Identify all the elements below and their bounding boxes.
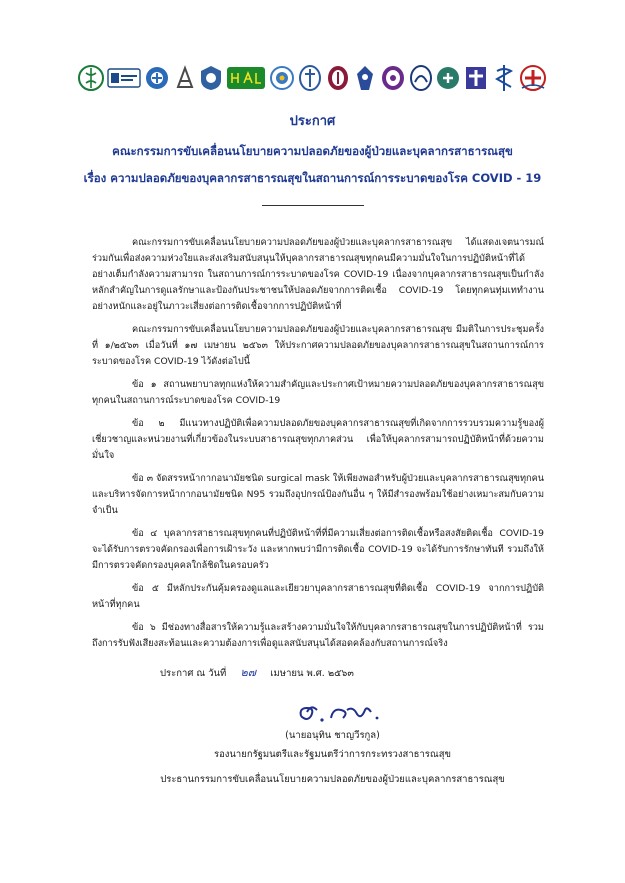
announcement-subject: เรื่อง ความปลอดภัยของบุคลากรสาธารณสุขในสถานการณ์การระบาดของโรค COVID - 19 — [83, 171, 542, 185]
clause-1: ข้อ ๑ สถานพยาบาลทุกแห่งให้ความสำคัญและประกาศเป้าหมายความปลอดภัยของบุคลากรสาธารณสุขทุกคนในสถานการณ์ระบาดของโรค COVID-19 — [92, 379, 544, 406]
clause-5: ข้อ ๕ มีหลักประกันคุ้มครองดูแลและเยียวยาบุคลากรสาธารณสุขที่ติดเชื้อ COVID-19 จากการปฏิบัติหน้าที่ทุกคน — [92, 583, 544, 610]
emblem-logo-9 — [409, 64, 433, 92]
handwritten-signature — [295, 700, 385, 728]
ha-logo — [226, 65, 266, 91]
handwritten-day: ๒๗ — [240, 666, 257, 679]
emblem-logo-10 — [436, 64, 460, 92]
clause-3: ข้อ ๓ จัดสรรหน้ากากอนามัยชนิด surgical mask ให้เพียงพอสำหรับผู้ป่วยและบุคลากรสาธารณสุขทุกคนและบริหารจัดการหน้ากากอนามัยชนิด N95 รวมถึงอุปกรณ์ป้องกันอื่น ๆ ให้มีสำรองพร้อมใช้อย่างเหมาะสมกับความจำเป็น — [92, 473, 544, 516]
emblem-logo-1 — [144, 65, 170, 91]
announcement-body — [92, 235, 544, 659]
signatory-position-2: ประธานกรรมการขับเคลื่อนนโยบายความปลอดภัยของผู้ป่วยและบุคลากรสาธารณสุข — [160, 774, 505, 785]
date-month-year: เมษายน พ.ศ. ๒๕๖๓ — [270, 668, 354, 679]
announcement-date — [160, 663, 354, 681]
signatory-position-1: รองนายกรัฐมนตรีและรัฐมนตรีว่าการกระทรวงสาธารณสุข — [213, 749, 451, 760]
nhso-logo — [107, 66, 141, 90]
emblem-logo-12 — [493, 63, 515, 93]
date-prefix: ประกาศ ณ วันที่ — [160, 668, 227, 679]
organization-logos-strip — [78, 58, 548, 98]
emblem-logo-3 — [199, 64, 223, 92]
emblem-logo-2 — [174, 65, 196, 91]
emblem-logo-5 — [298, 64, 322, 92]
emblem-logo-11 — [463, 64, 489, 92]
emblem-logo-6 — [326, 64, 350, 92]
body-paragraph: คณะกรรมการขับเคลื่อนนโยบายความปลอดภัยของผู้ป่วยและบุคลากรสาธารณสุข ได้แสดงเจตนารมณ์ร่วมกันเพื่อส่งความห่วงใยและส่งเสริมสนับสนุนให้บุคลากรสาธารณสุขทุกคนมีความมั่นใจในการปฏิบัติหน้าที่ได้อย่างเต็มกำลังความสามารถ ในสถานการณ์การระบาดของโรค COVID-19 เนื่องจากบุคลากรสาธารณสุขเป็นกำลังหลักสำคัญในการดูแลรักษาและป้องกันประชาชนให้ปลอดภัยจากการติดเชื้อ COVID-19 โดยทุกคนทุ่มเททำงานอย่างหนักและอยู่ในภาวะเสี่ยงต่อการติดเชื้อจากการปฏิบัติหน้าที่ — [92, 237, 544, 312]
body-paragraph: คณะกรรมการขับเคลื่อนนโยบายความปลอดภัยของผู้ป่วยและบุคลากรสาธารณสุข มีมติในการประชุมครั้งที่ ๑/๒๕๖๓ เมื่อวันที่ ๑๗ เมษายน ๒๕๖๓ ให้ประกาศความปลอดภัยของบุคลากรสาธารณสุขในสถานการณ์การระบาดของโรค COVID-19 ไว้ดังต่อไปนี้ — [92, 324, 544, 367]
emblem-logo-13 — [518, 64, 548, 92]
emblem-logo-8 — [380, 64, 406, 92]
announcement-title: ประกาศ — [289, 114, 336, 129]
emblem-logo-4 — [269, 65, 295, 91]
clause-4: ข้อ ๔ บุคลากรสาธารณสุขทุกคนที่ปฏิบัติหน้าที่ที่มีความเสี่ยงต่อการติดเชื้อหรือสงสัยติดเชื้อ COVID-19 จะได้รับการตรวจคัดกรองเพื่อการเฝ้าระวัง และหากพบว่ามีการติดเชื้อ COVID-19 จะได้รับการรักษาทันที รวมถึงให้มีการตรวจคัดกรองบุคคลใกล้ชิดในครอบครัว — [92, 528, 544, 571]
emblem-logo-7 — [353, 64, 377, 92]
moph-logo — [78, 63, 104, 93]
committee-name: คณะกรรมการขับเคลื่อนนโยบายความปลอดภัยของผู้ป่วยและบุคลากรสาธารณสุข — [112, 144, 513, 158]
clause-6: ข้อ ๖ มีช่องทางสื่อสารให้ความรู้และสร้างความมั่นใจให้กับบุคลากรสาธารณสุขในการปฏิบัติหน้าที่ รวมถึงการรับฟังเสียงสะท้อนและความต้องการเพื่อดูแลสนับสนุนได้สอดคล้องกับสถานการณ์จริง — [92, 622, 544, 649]
signatory-name: (นายอนุทิน ชาญวีรกูล) — [285, 730, 380, 741]
title-divider — [262, 205, 364, 206]
clause-2: ข้อ ๒ มีแนวทางปฏิบัติเพื่อความปลอดภัยของบุคลากรสาธารณสุขที่เกิดจากการรวบรวมความรู้ของผู้เชี่ยวชาญและหน่วยงานที่เกี่ยวข้องในระบบสาธารณสุขทุกภาคส่วน เพื่อให้บุคลากรสามารถปฏิบัติหน้าที่ด้วยความมั่นใจ — [92, 418, 544, 461]
